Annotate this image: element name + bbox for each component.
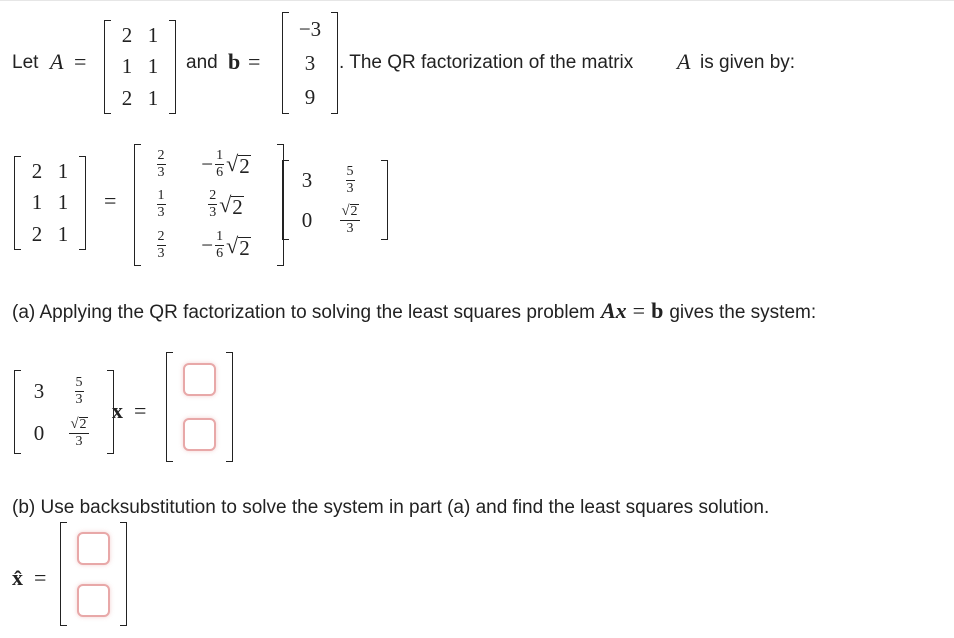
top-divider	[0, 0, 954, 1]
matrix-A-repeat	[14, 156, 86, 250]
Q-cell: $\frac{2}{3}$ √ 2	[209, 188, 243, 221]
vector-b	[282, 12, 338, 114]
matrix-A-cell: 2	[121, 23, 133, 48]
Q-cell: − $\frac{1}{6}$ √ 2	[201, 229, 250, 262]
equals-sign: =	[134, 398, 147, 423]
x-symbol: x	[112, 398, 123, 423]
vector-b-cell: 9	[304, 84, 316, 109]
matrix-A-cell: 1	[147, 85, 159, 110]
matrix-R-system	[14, 370, 114, 454]
intro-sentence: . The QR factorization of the matrix	[339, 52, 634, 73]
matrix-A-cell: 2	[31, 159, 43, 184]
Q-cell: $\frac{1}{3}$	[157, 188, 165, 221]
equals-sign: =	[104, 188, 117, 213]
let-text: Let	[12, 52, 39, 73]
Q-cell: − $\frac{1}{6}$ √ 2	[201, 147, 250, 180]
matrix-A-cell: 1	[147, 54, 159, 79]
intro-sentence-end: is given by:	[700, 52, 796, 73]
matrix-A-cell: 1	[147, 23, 159, 48]
equals-sign: =	[34, 565, 47, 590]
Q-cell: $\frac{2}{3}$	[157, 229, 165, 262]
R-cell: 3	[301, 167, 313, 192]
R-cell: 3	[33, 378, 45, 403]
vector-b-symbol: b	[228, 49, 241, 74]
Q-cell: $\frac{2}{3}$	[157, 147, 165, 180]
matrix-Q	[134, 144, 284, 266]
matrix-A-cell: 1	[57, 190, 69, 215]
x-hat-symbol: x̂	[12, 565, 23, 590]
matrix-A-cell: 1	[31, 190, 43, 215]
part-a-prompt	[12, 298, 816, 324]
part-b-answer-input-2[interactable]	[77, 584, 110, 617]
R-cell: $\frac{5}{3}$	[346, 163, 354, 196]
matrix-A-cell: 2	[121, 85, 133, 110]
matrix-A	[104, 20, 176, 114]
part-a-answer-input-1[interactable]	[183, 363, 216, 396]
matrix-A-symbol: A	[677, 49, 691, 74]
vector-b-cell: 3	[304, 50, 316, 75]
b-symbol: b	[651, 298, 664, 323]
Ax-symbol: Ax	[600, 298, 627, 323]
matrix-A-cell: 1	[121, 54, 133, 79]
matrix-A-symbol: A	[50, 49, 64, 74]
equals-sign: =	[248, 49, 261, 74]
matrix-A-cell: 2	[31, 221, 43, 246]
R-cell: √ 2 3	[70, 416, 87, 450]
and-text: and	[186, 52, 218, 73]
part-b-answer-vector	[60, 522, 127, 626]
equals-sign: =	[74, 49, 87, 74]
equals-sign: =	[632, 298, 646, 323]
part-a-answer-vector	[166, 352, 233, 462]
vector-b-cell: −3	[298, 16, 322, 41]
part-a-tail: gives the system:	[669, 302, 817, 323]
R-cell: √ 2 3	[341, 203, 358, 237]
matrix-R	[282, 160, 388, 240]
part-a-text: (a) Applying the QR factorization to solving the least squares problem	[12, 302, 595, 323]
part-b-text: (b) Use backsubstitution to solve the system in part (a) and find the least squares solution.	[12, 497, 770, 518]
R-cell: $\frac{5}{3}$	[75, 374, 83, 407]
part-b-answer-input-1[interactable]	[77, 532, 110, 565]
matrix-A-cell: 1	[57, 221, 69, 246]
part-a-answer-input-2[interactable]	[183, 418, 216, 451]
R-cell: 0	[301, 207, 313, 232]
matrix-A-cell: 1	[57, 159, 69, 184]
R-cell: 0	[33, 420, 45, 445]
